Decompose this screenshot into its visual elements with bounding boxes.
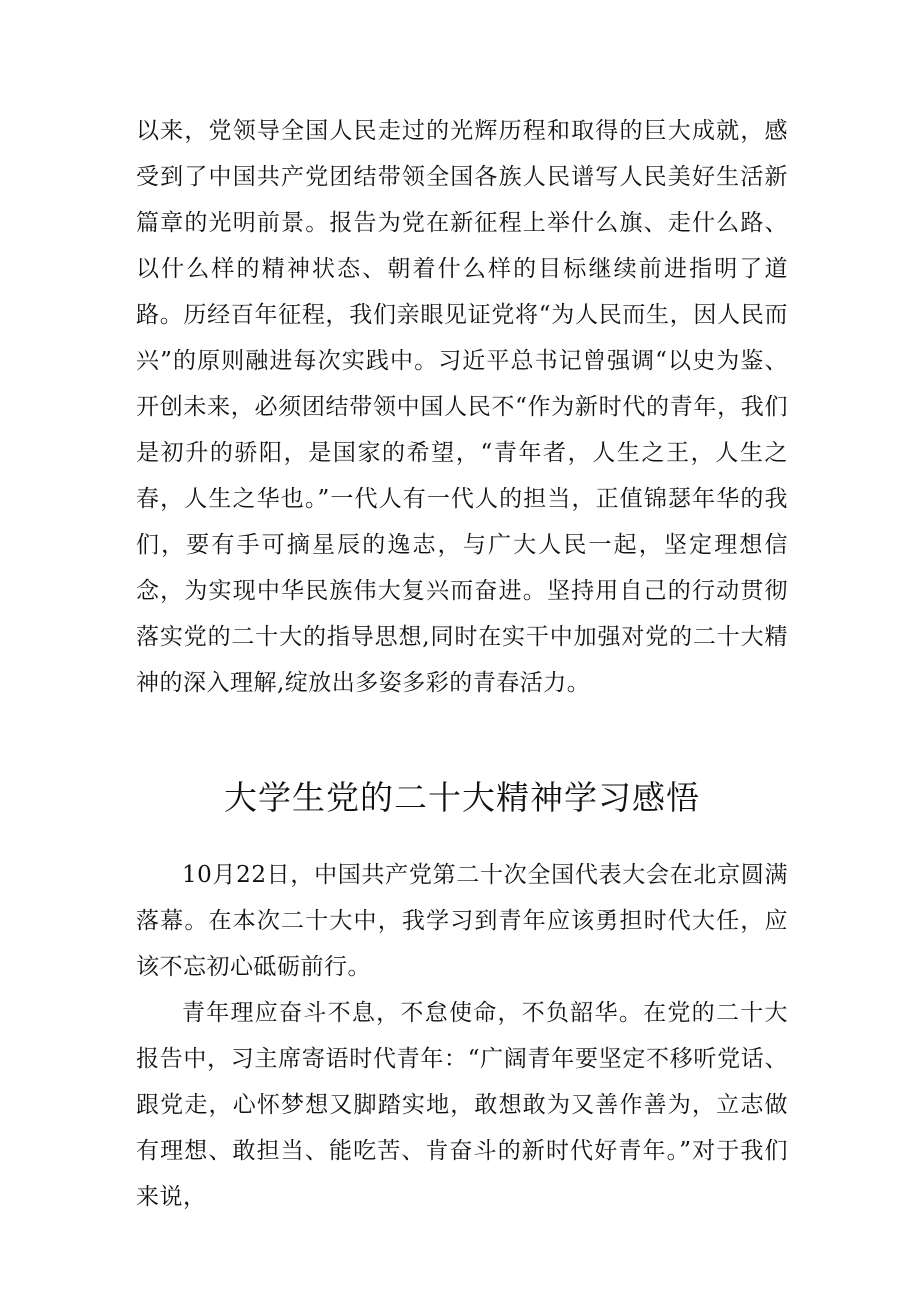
paragraph-youth: 青年理应奋斗不息，不怠使命，不负韶华。在党的二十大报告中，习主席寄语时代青年：“广阔青年要坚定不移听党话、跟党走，心怀梦想又脚踏实地，敢想敢为又善作善为，立志做有理想、敢担当、能吃苦、肯奋斗的新时代好青年。”对于我们来说， [136,1000,788,1210]
section-title: 大学生党的二十大精神学习感悟 [224,778,700,817]
continued-paragraph: 以来，党领导全国人民走过的光辉历程和取得的巨大成就，感受到了中国共产党团结带领全国各族人民谱写人民美好生活新篇章的光明前景。报告为党在新征程上举什么旗、走什么路、以什么样的精神状态、朝着什么样的目标继续前进指明了道路。历经百年征程，我们亲眼见证党将“为人民而生，因人民而兴”的原则融进每次实践中。习近平总书记曾强调“以史为鉴、开创未来，必须团结带领中国人民不“作为新时代的青年，我们是初升的骄阳，是国家的希望，“青年者，人生之王，人生之春，人生之华也。”一代人有一代人的担当，正值锦瑟年华的我们，要有手可摘星辰的逸志，与广大人民一起，坚定理想信念，为实现中华民族伟大复兴而奋进。坚持用自己的行动贯彻落实党的二十大的指导思想,同时在实干中加强对党的二十大精神的深入理解,绽放出多姿多彩的青春活力。 [136,118,788,696]
paragraph-opening: 10月22日，中国共产党第二十次全国代表大会在北京圆满落幕。在本次二十大中，我学习到青年应该勇担时代大任，应该不忘初心砥砺前行。 [136,862,788,980]
